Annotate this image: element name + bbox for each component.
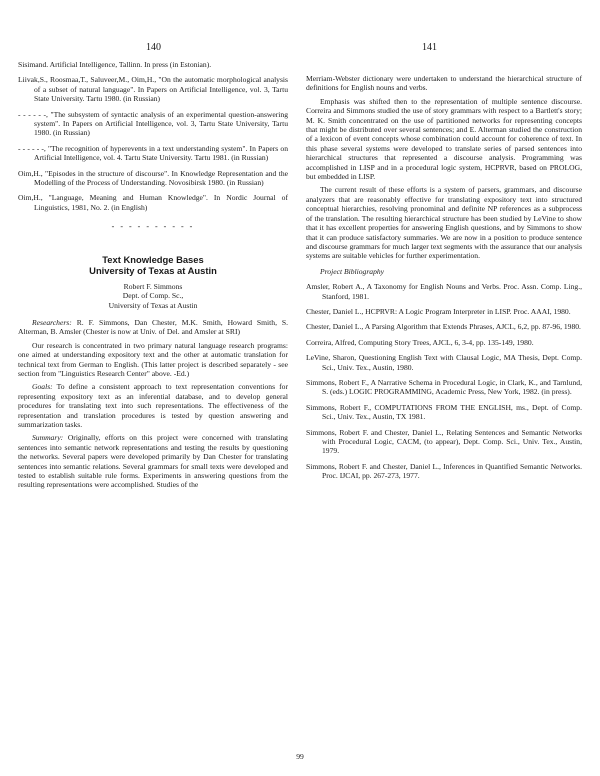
- intro-paragraph: Our research is concentrated in two primary natural language research programs: one aimed at understanding expository text and the other at automatic translation for technical text from German to English. (This latter project is described separately - see section from "Linguistics Research Center" above. -Ed.): [18, 340, 288, 378]
- bibliography-item: Amsler, Robert A., A Taxonomy for English Nouns and Verbs. Proc. Assn. Comp. Ling., Stanford, 1981.: [306, 282, 582, 301]
- body-paragraph: Emphasis was shifted then to the representation of multiple sentence discourse. Correira and Simmons studied the use of story grammars with respect to a Bartlett's story; M. K. Smith concentrated on the use of partitioned networks for representing concepts that might be distributed over several sentences; and E. Alterman studied the construction of a lexicon of event concepts whose combination could account for coherence of text. In this phase several systems were developed to translate series of parsed sentences into hierarchical structures that represented a discourse analysis. Programming was accomplished in LISP and in a procedural logic system, HCPRVR, based on PROLOG, but embedded in LISP.: [306, 96, 582, 182]
- bibliography-item: LeVine, Sharon, Questioning English Text with Clausal Logic, MA Thesis, Dept. Comp. Sci., Univ. Tex., Austin, 1980.: [306, 353, 582, 372]
- footer-page-number: 99: [296, 752, 304, 761]
- goals-text: To define a consistent approach to text representation conventions for representing expository text as an inferential database, and to develop general procedures for translating text into such representations. The effectiveness of the representation and translation procedures is tested by question answering and summarization tasks.: [18, 382, 289, 429]
- section-title: Text Knowledge Bases: [102, 253, 204, 265]
- reference-item: - - - - - -, "The subsystem of syntactic analysis of an experimental question-answering system". In Papers on Artificial Intelligence, vol. 3, Tartu State University, Tartu 1980. (in Russian): [18, 109, 288, 138]
- author-block: [18, 282, 288, 310]
- author-university: University of Texas at Austin: [108, 300, 198, 310]
- researchers-label: Researchers:: [32, 317, 72, 327]
- researchers-text: R. F. Simmons, Dan Chester, M.K. Smith, Howard Smith, S. Alterman, B. Amsler (Chester is now at Univ. of Del. and Amsler at SRI): [18, 317, 288, 337]
- summary-label: Summary:: [32, 433, 64, 443]
- bibliography-item: Chester, Daniel L., A Parsing Algorithm that Extends Phrases, AJCL, 6,2, pp. 87-96, 1980.: [306, 322, 581, 332]
- section-separator: - - - - - - - - - -: [111, 222, 195, 232]
- left-page-number: 140: [146, 42, 161, 53]
- right-column: [306, 74, 582, 487]
- summary-paragraph: [18, 433, 288, 489]
- left-column: [18, 60, 288, 494]
- reference-item: - - - - - -, "The recognition of hyperevents in a text understanding system". In Papers on Artificial Intelligence, vol. 4. Tartu State University. Tartu 1981. (in Russian): [18, 143, 288, 163]
- author-dept: Dept. of Comp. Sc.,: [122, 291, 184, 301]
- reference-item: Oim,H., "Episodes in the structure of discourse". In Knowledge Representation and the Modelling of the Process of Understanding. Novosibirsk 1980. (in Russian): [18, 168, 288, 188]
- bibliography-item: Simmons, Robert F. and Chester, Daniel L., Inferences in Quantified Semantic Networks. Proc. IJCAI, pp. 267-273, 1977.: [306, 461, 582, 481]
- reference-item: Liivak,S., Roosmaa,T., Saluveer,M., Oim,H., "On the automatic morphological analysis of a subset of natural language". In Papers on Artificial Intelligence, vol. 3, Tartu State University. Tartu 1980. (in Russian): [18, 75, 288, 104]
- goals-label: Goals:: [32, 382, 53, 392]
- summary-text: Originally, efforts on this project were concerned with translating sentences into semantic network representations and testing the results by questioning the networks. Several papers were developed primarily by Dan Chester for translating sentences into semantic relations. Several grammars for small texts were developed and tested to establish suitable rule forms. Experiments in answering questions from the resulting representations were accomplished. Studies of the: [18, 433, 288, 490]
- section-subtitle: University of Texas at Austin: [89, 264, 217, 276]
- bibliography-item: Simmons, Robert F. and Chester, Daniel L., Relating Sentences and Semantic Networks with Procedural Logic, CACM, (to appear), Dept. Comp. Sci., Univ. Tex., Austin, 1979.: [306, 427, 582, 456]
- bibliography-heading: Project Bibliography: [320, 266, 385, 276]
- continued-paragraph: Merriam-Webster dictionary were undertaken to understand the hierarchical structure of definitions for English nouns and verbs.: [306, 74, 582, 93]
- author-name: Robert F. Simmons: [123, 281, 183, 291]
- body-paragraph: The current result of these efforts is a system of parsers, grammars, and discourse analyzers that are reasonably effective for translating expository text into structured conceptual hierarchies, resolving pronominal and definite NP references as a subprocess of the translation. The resulting hierarchical structure has been studied by LeVine to show that it has excellent properties for answering English questions, and by Simmons to show that it can produce satisfactory summaries. We are now in a position to produce sentence and discourse grammars for much larger text segments with the assurance that our analysis systems are suitable vehicles for further experimentation.: [306, 185, 582, 261]
- reference-item: Oim,H., "Language, Meaning and Human Knowledge". In Nordic Journal of Linguistics, 1981, No. 2. (in English): [18, 193, 288, 212]
- bibliography-item: Simmons, Robert F., COMPUTATIONS FROM THE ENGLISH, ms., Dept. of Comp. Sci., Univ. Tex., Austin, TX 1981.: [306, 402, 582, 422]
- reference-item: Sisimand. Artificial Intelligence, Tallinn. In press (in Estonian).: [18, 60, 212, 69]
- bibliography-item: Chester, Daniel L., HCPRVR: A Logic Program Interpreter in LISP. Proc. AAAI, 1980.: [306, 306, 571, 316]
- bibliography-item: Simmons, Robert F., A Narrative Schema in Procedural Logic, in Clark, K., and Tarnlund, S. (eds.) LOGIC PROGRAMMING, Academic Press, New York, 1982. (in press).: [306, 377, 582, 397]
- researchers-paragraph: [18, 318, 288, 337]
- right-page-number: 141: [422, 42, 437, 53]
- bibliography-item: Correira, Alfred, Computing Story Trees, AJCL, 6, 3-4, pp. 135-149, 1980.: [306, 337, 534, 347]
- goals-paragraph: [18, 382, 288, 429]
